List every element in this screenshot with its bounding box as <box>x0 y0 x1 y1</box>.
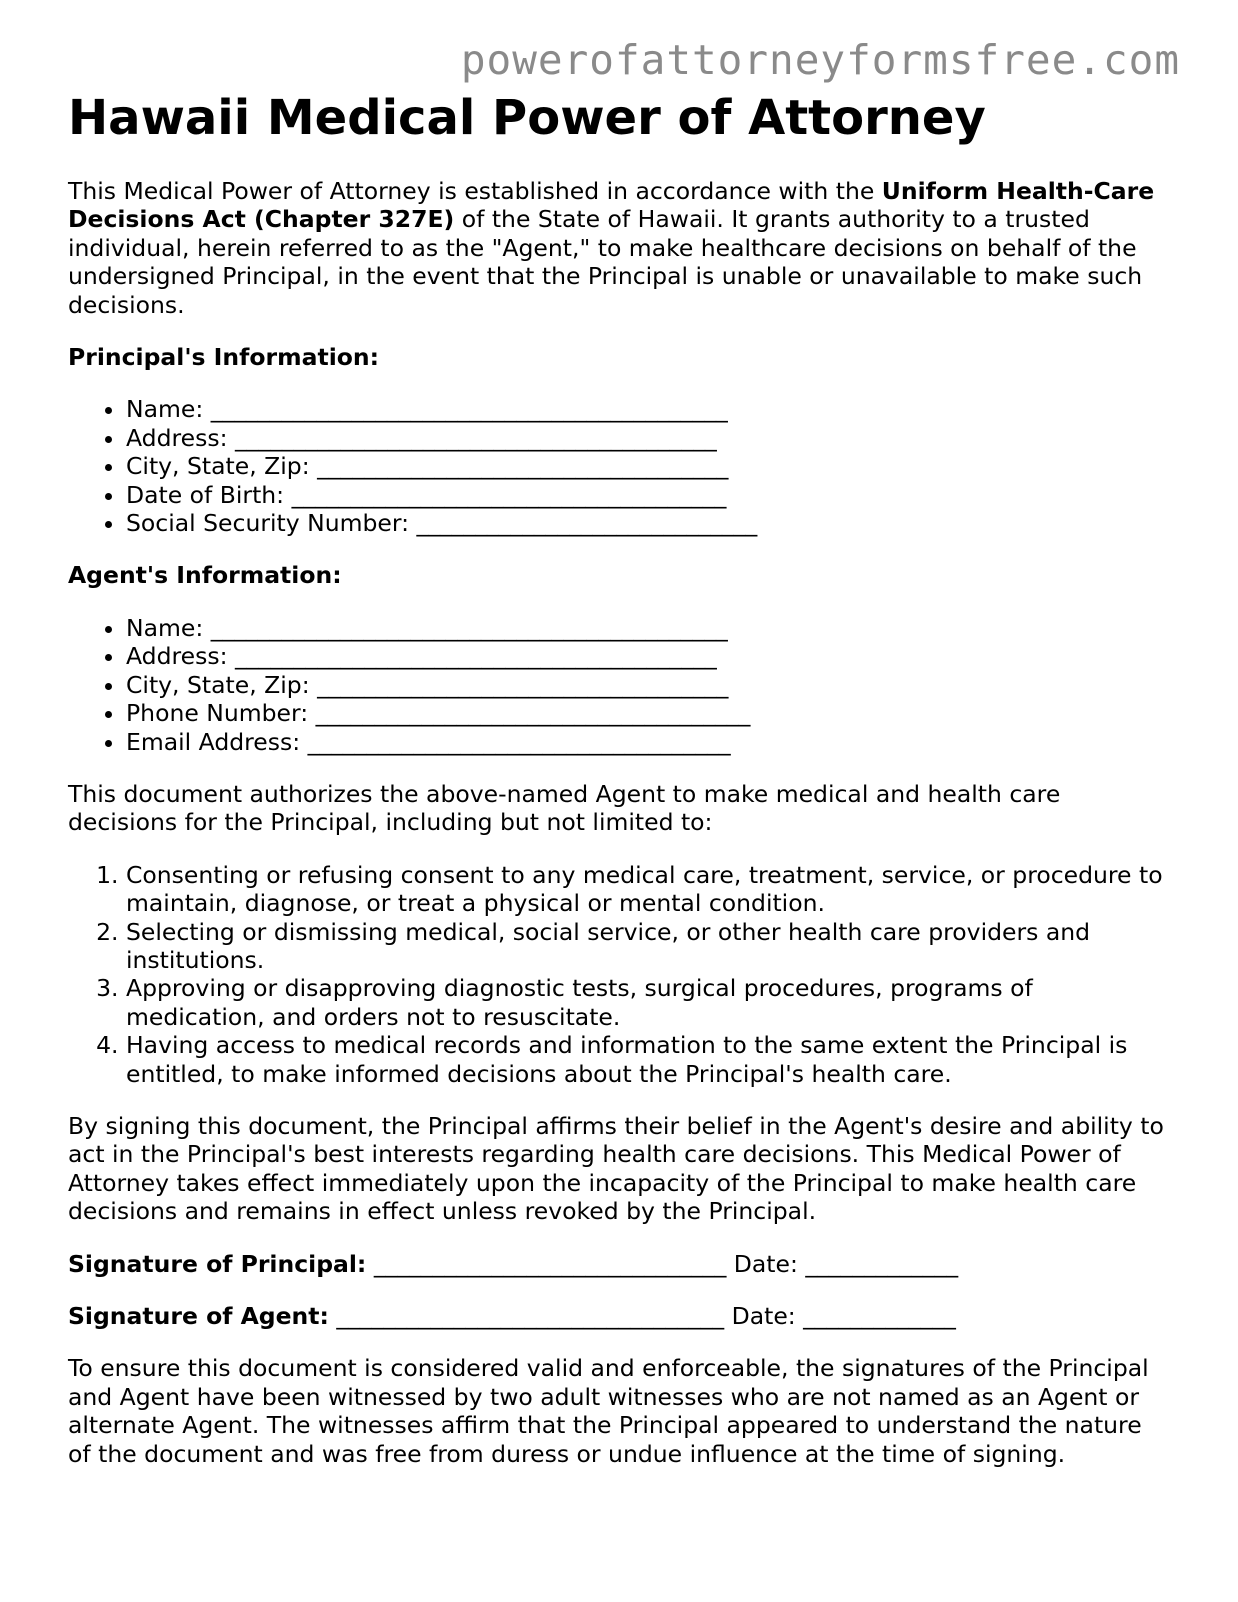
intro-text-before: This Medical Power of Attorney is established in accordance with the <box>68 177 882 205</box>
principal-ssn-field[interactable]: • Social Security Number: _____________________________ <box>126 509 1168 537</box>
principal-city-state-zip-field[interactable]: • City, State, Zip: ___________________________________ <box>126 452 1168 480</box>
agent-name-field[interactable]: • Name: ____________________________________________ <box>126 614 1168 642</box>
principal-address-field[interactable]: • Address: _________________________________________ <box>126 424 1168 452</box>
authorization-paragraph: This document authorizes the above-named Agent to make medical and health care decisions for the Principal, including but not limited to: <box>68 779 1061 837</box>
principal-info-list <box>68 395 1168 537</box>
agent-signature-row[interactable] <box>68 1302 1168 1330</box>
intro-act-name: Uniform Health-Care Decisions Act (Chapter 327E) <box>68 177 1155 234</box>
powers-list <box>68 861 1168 1088</box>
intro-paragraph <box>68 177 1168 319</box>
agent-address-field[interactable]: • Address: _________________________________________ <box>126 642 1168 670</box>
principal-signature-label: Signature of Principal: <box>68 1249 367 1278</box>
principal-signature-row[interactable] <box>68 1250 1168 1278</box>
agent-signature-line[interactable]: _________________________________ Date: _____________ <box>328 1302 956 1330</box>
power-item: 4. Having access to medical records and information to the same extent the Principal is entitled, to make informed decisions about the Principal's health care. <box>126 1031 1168 1088</box>
agent-info-heading: Agent's Information: <box>68 561 342 590</box>
agent-info-list <box>68 614 1168 756</box>
document-page <box>68 90 1168 1492</box>
agent-email-field[interactable]: • Email Address: ____________________________________ <box>126 728 1168 756</box>
affirmation-paragraph: By signing this document, the Principal affirms their belief in the Agent's desire and ability to act in the Principal's best interests regarding health care decisions. This Medical Power of Attorney takes effect immediately upon the incapacity of the Principal to make health care decisions and remains in effect unless revoked by the Principal. <box>68 1111 1164 1226</box>
power-item: 3. Approving or disapproving diagnostic tests, surgical procedures, programs of medication, and orders not to resuscitate. <box>126 974 1168 1031</box>
agent-phone-field[interactable]: • Phone Number: _____________________________________ <box>126 699 1168 727</box>
principal-signature-line[interactable]: ______________________________ Date: _____________ <box>366 1249 959 1278</box>
agent-city-state-zip-field[interactable]: • City, State, Zip: ___________________________________ <box>126 671 1168 699</box>
intro-text-after: of the State of Hawaii. It grants authority to a trusted individual, herein referred to as the "Agent," to make healthcare decisions on behalf of the undersigned Principal, in the event that the Principal is unable or unavailable to make such decisions. <box>68 205 1143 319</box>
witness-paragraph: To ensure this document is considered valid and enforceable, the signatures of the Principal and Agent have been witnessed by two adult witnesses who are not named as an Agent or alternate Agent. The witnesses affirm that the Principal appeared to understand the nature of the document and was free from duress or undue influence at the time of signing. <box>68 1354 1149 1468</box>
principal-info-heading: Principal's Information: <box>68 343 380 372</box>
power-item: 2. Selecting or dismissing medical, social service, or other health care providers and institutions. <box>126 918 1168 975</box>
principal-dob-field[interactable]: • Date of Birth: _____________________________________ <box>126 481 1168 509</box>
power-item: 1. Consenting or refusing consent to any medical care, treatment, service, or procedure to maintain, diagnose, or treat a physical or mental condition. <box>126 861 1168 918</box>
principal-name-field[interactable]: • Name: ____________________________________________ <box>126 395 1168 423</box>
watermark-text: powerofattorneyformsfree.com <box>460 36 1180 84</box>
document-title: Hawaii Medical Power of Attorney <box>68 90 986 146</box>
agent-signature-label: Signature of Agent: <box>68 1302 329 1330</box>
